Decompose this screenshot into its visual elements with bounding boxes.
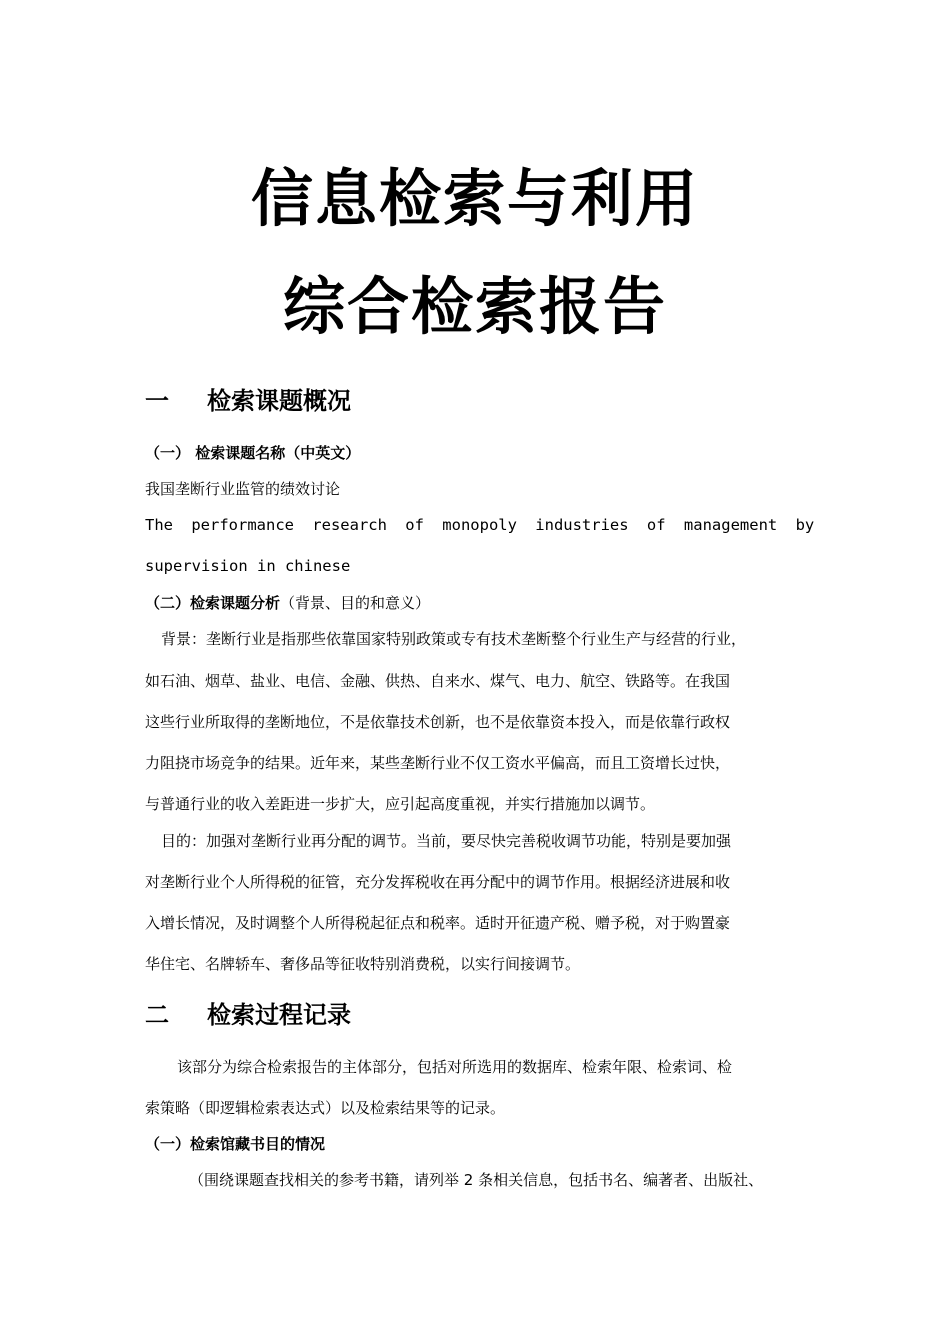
background-line: 与普通行业的收入差距进一步扩大，应引起高度重视，并实行措施加以调节。 xyxy=(145,795,656,813)
background-line: 力阻挠市场竞争的结果。近年来，某些垄断行业不仅工资水平偏高，而且工资增长过快， xyxy=(145,754,731,772)
background-line: 这些行业所取得的垄断地位，不是依靠技术创新，也不是依靠资本投入，而是依靠行政权 xyxy=(145,713,731,731)
section2-number: 二 xyxy=(145,1001,169,1029)
section1-sub1-label: （一） 检索课题名称（中英文） xyxy=(145,444,361,462)
section1-number: 一 xyxy=(145,387,169,415)
section2-intro-line: 该部分为综合检索报告的主体部分，包括对所选用的数据库、检索年限、检索词、检 xyxy=(177,1058,733,1076)
section1-heading xyxy=(145,389,351,413)
section2-intro-line: 索策略（即逻辑检索表达式）以及检索结果等的记录。 xyxy=(145,1099,506,1117)
section1-sub2-label xyxy=(145,596,430,611)
topic-title-en-line1: The performance research of monopoly industries of management by xyxy=(145,516,815,534)
document-title-line2: 综合检索报告 xyxy=(282,270,667,343)
sub2-label-normal: （背景、目的和意义） xyxy=(280,594,431,612)
section2-heading xyxy=(145,1003,351,1027)
sub2-label-bold: （二）检索课题分析 xyxy=(145,594,281,612)
section1-title: 检索课题概况 xyxy=(207,387,351,415)
background-line: 背景：垄断行业是指那些依靠国家特别政策或专有技术垄断整个行业生产与经营的行业， xyxy=(161,630,747,648)
background-line: 如石油、烟草、盐业、电信、金融、供热、自来水、煤气、电力、航空、铁路等。在我国 xyxy=(145,672,731,690)
purpose-line: 目的：加强对垄断行业再分配的调节。当前，要尽快完善税收调节功能，特别是要加强 xyxy=(161,832,732,850)
topic-title-en-line2: supervision in chinese xyxy=(145,557,351,575)
purpose-line: 华住宅、名牌轿车、奢侈品等征收特别消费税，以实行间接调节。 xyxy=(145,955,581,973)
section2-sub1-note: （围绕课题查找相关的参考书籍，请列举 2 条相关信息，包括书名、编著者、出版社、 xyxy=(189,1171,764,1189)
section2-title: 检索过程记录 xyxy=(207,1001,351,1029)
section2-sub1-label: （一）检索馆藏书目的情况 xyxy=(145,1135,326,1153)
document-title-line1: 信息检索与利用 xyxy=(250,162,699,235)
topic-title-zh: 我国垄断行业监管的绩效讨论 xyxy=(145,480,341,498)
purpose-line: 入增长情况，及时调整个人所得税起征点和税率。适时开征遗产税、赠予税，对于购置豪 xyxy=(145,914,731,932)
purpose-line: 对垄断行业个人所得税的征管，充分发挥税收在再分配中的调节作用。根据经济进展和收 xyxy=(145,873,731,891)
